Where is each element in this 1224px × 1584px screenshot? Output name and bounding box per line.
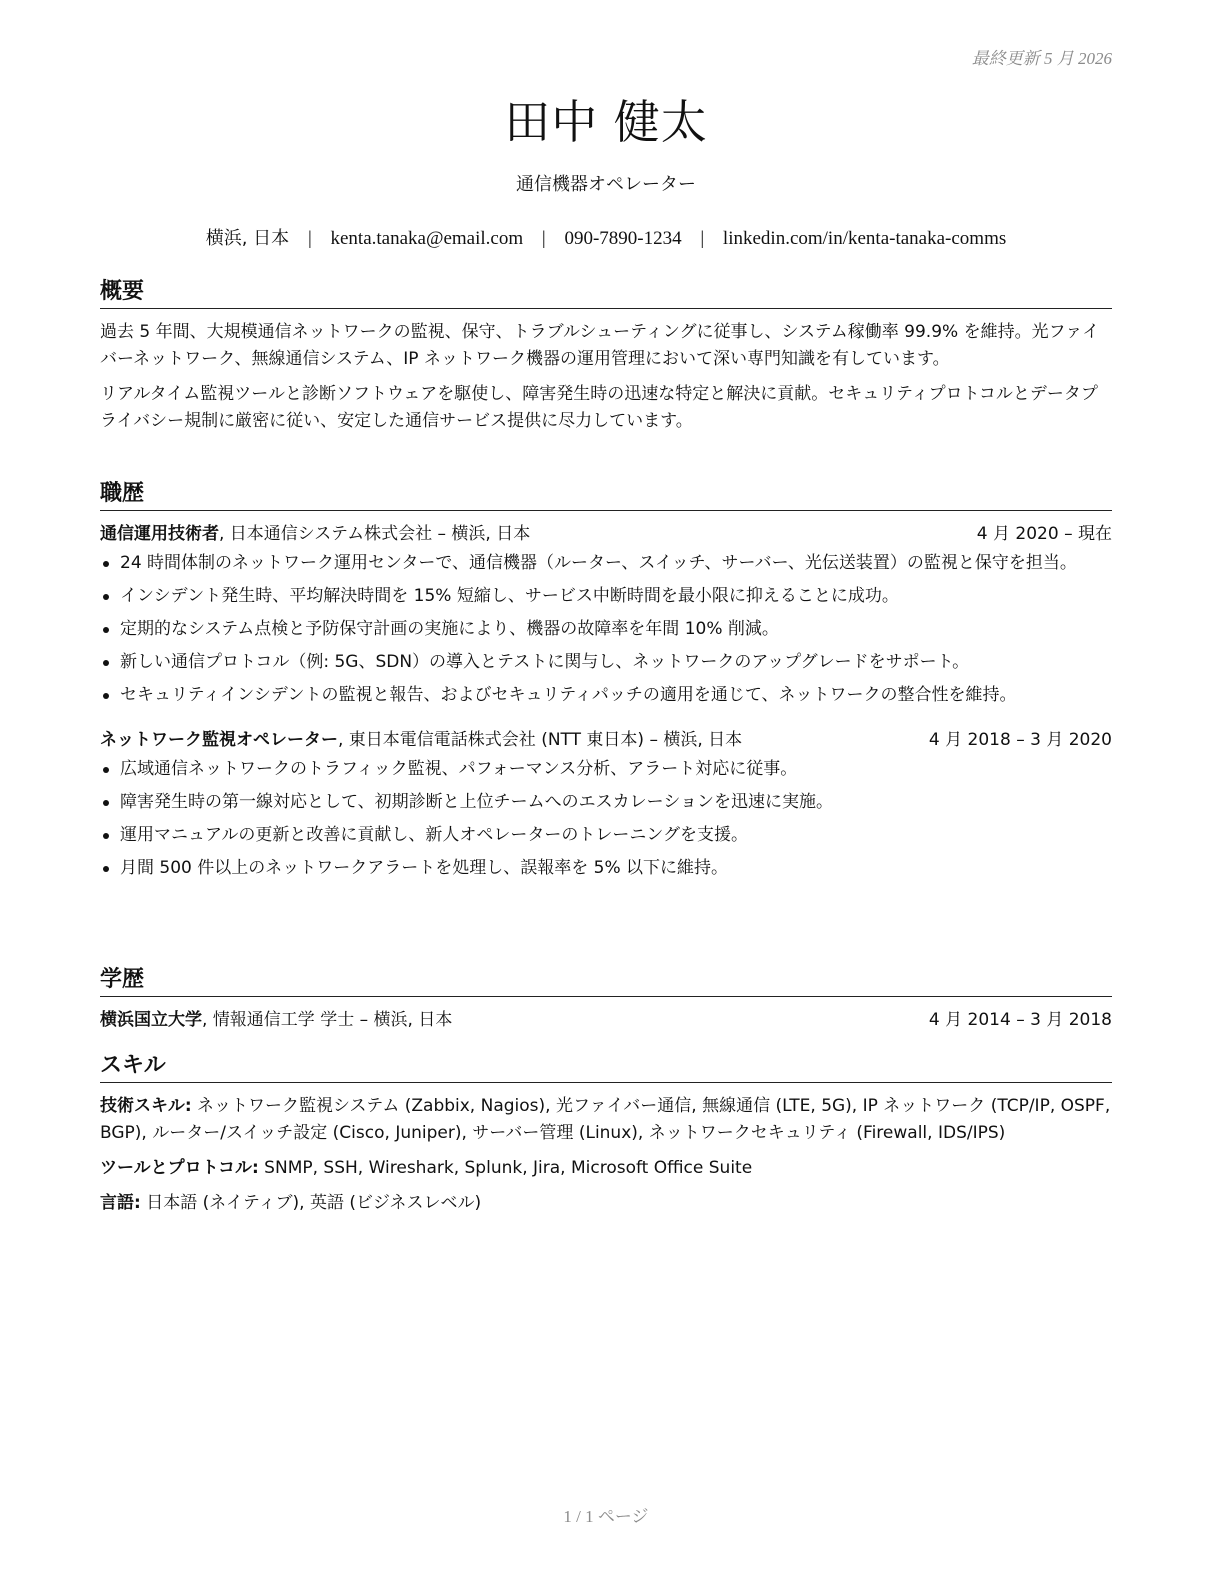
experience-section <box>100 480 1112 888</box>
job-header <box>100 727 1112 754</box>
education-dates: 4 月 2014 – 3 月 2018 <box>928 1010 1112 1030</box>
list-item: 定期的なシステム点検と予防保守計画の実施により、機器の故障率を年間 10% 削減。 <box>100 616 1112 643</box>
degree-detail: , 情報通信工学 学士 – 横浜, 日本 <box>202 1010 453 1030</box>
last-updated: 最終更新 5 月 2026 <box>971 49 1112 68</box>
list-item: インシデント発生時、平均解決時間を 15% 短縮し、サービス中断時間を最小限に抑えることに成功。 <box>100 583 1112 610</box>
job-bullets <box>100 756 1112 882</box>
job-entry <box>100 521 1112 709</box>
list-item: セキュリティインシデントの監視と報告、およびセキュリティパッチの適用を通じて、ネットワークの整合性を維持。 <box>100 682 1112 709</box>
skill-label: ツールとプロトコル: <box>100 1158 259 1178</box>
school-name: 横浜国立大学 <box>100 1010 202 1030</box>
list-item: 広域通信ネットワークのトラフィック監視、パフォーマンス分析、アラート対応に従事。 <box>100 756 1112 783</box>
skill-value: 日本語 (ネイティブ), 英語 (ビジネスレベル) <box>140 1193 482 1213</box>
education-entry <box>100 1007 1112 1034</box>
list-item: 月間 500 件以上のネットワークアラートを処理し、誤報率を 5% 以下に維持。 <box>100 855 1112 882</box>
contact-location: 横浜, 日本 <box>205 228 290 249</box>
job-organization: , 日本通信システム株式会社 – 横浜, 日本 <box>219 524 531 544</box>
summary-paragraph: リアルタイム監視ツールと診断ソフトウェアを駆使し、障害発生時の迅速な特定と解決に貢献。セキュリティプロトコルとデータプライバシー規制に厳密に従い、安定した通信サービス提供に尽力しています。 <box>100 384 1098 431</box>
list-item: 新しい通信プロトコル（例: 5G、SDN）の導入とテストに関与し、ネットワークのアップグレードをサポート。 <box>100 649 1112 676</box>
contact-email[interactable]: kenta.tanaka@email.com <box>330 228 524 249</box>
contact-separator: | <box>700 228 705 249</box>
skill-value: SNMP, SSH, Wireshark, Splunk, Jira, Microsoft Office Suite <box>258 1158 753 1178</box>
summary-paragraph: 過去 5 年間、大規模通信ネットワークの監視、保守、トラブルシューティングに従事し、システム稼働率 99.9% を維持。光ファイバーネットワーク、無線通信システム、IP ネットワーク機器の運用管理において深い専門知識を有しています。 <box>100 322 1100 369</box>
section-heading: 概要 <box>100 278 1112 309</box>
job-dates: 4 月 2018 – 3 月 2020 <box>928 730 1112 750</box>
job-position: 通信運用技術者 <box>100 524 219 544</box>
job-dates: 4 月 2020 – 現在 <box>976 524 1112 544</box>
skill-line <box>100 1190 1112 1217</box>
contact-separator: | <box>541 228 546 249</box>
contact-phone[interactable]: 090-7890-1234 <box>564 228 682 249</box>
skills-section <box>100 1052 1112 1225</box>
contact-linkedin[interactable]: linkedin.com/in/kenta-tanaka-comms <box>722 228 1007 249</box>
skill-label: 技術スキル: <box>100 1096 192 1116</box>
summary-section <box>100 278 1112 443</box>
skill-value: ネットワーク監視システム (Zabbix, Nagios), 光ファイバー通信, 無線通信 (LTE, 5G), IP ネットワーク (TCP/IP, OSPF, BGP), ルーター/スイッチ設定 (Cisco, Juniper), サーバー管理 (Linux), ネットワークセキュリティ (Firewall, IDS/IPS) <box>100 1096 1111 1143</box>
job-bullets <box>100 550 1112 709</box>
list-item: 24 時間体制のネットワーク運用センターで、通信機器（ルーター、スイッチ、サーバー、光伝送装置）の監視と保守を担当。 <box>100 550 1112 577</box>
job-header <box>100 521 1112 548</box>
job-title: 通信機器オペレーター <box>516 174 696 195</box>
job-position: ネットワーク監視オペレーター <box>100 730 338 750</box>
section-heading: 職歴 <box>100 480 1112 511</box>
education-section <box>100 966 1112 1034</box>
list-item: 運用マニュアルの更新と改善に貢献し、新人オペレーターのトレーニングを支援。 <box>100 822 1112 849</box>
job-entry <box>100 727 1112 882</box>
candidate-name: 田中 健太 <box>504 95 708 149</box>
skill-line <box>100 1155 1112 1182</box>
list-item: 障害発生時の第一線対応として、初期診断と上位チームへのエスカレーションを迅速に実施。 <box>100 789 1112 816</box>
page-number: 1 / 1 ページ <box>563 1507 649 1526</box>
section-heading: 学歴 <box>100 966 1112 997</box>
job-organization: , 東日本電信電話株式会社 (NTT 東日本) – 横浜, 日本 <box>338 730 743 750</box>
contact-line <box>100 224 1112 250</box>
contact-separator: | <box>307 228 312 249</box>
section-heading: スキル <box>100 1052 1112 1083</box>
skill-line <box>100 1093 1112 1147</box>
skill-label: 言語: <box>100 1193 141 1213</box>
